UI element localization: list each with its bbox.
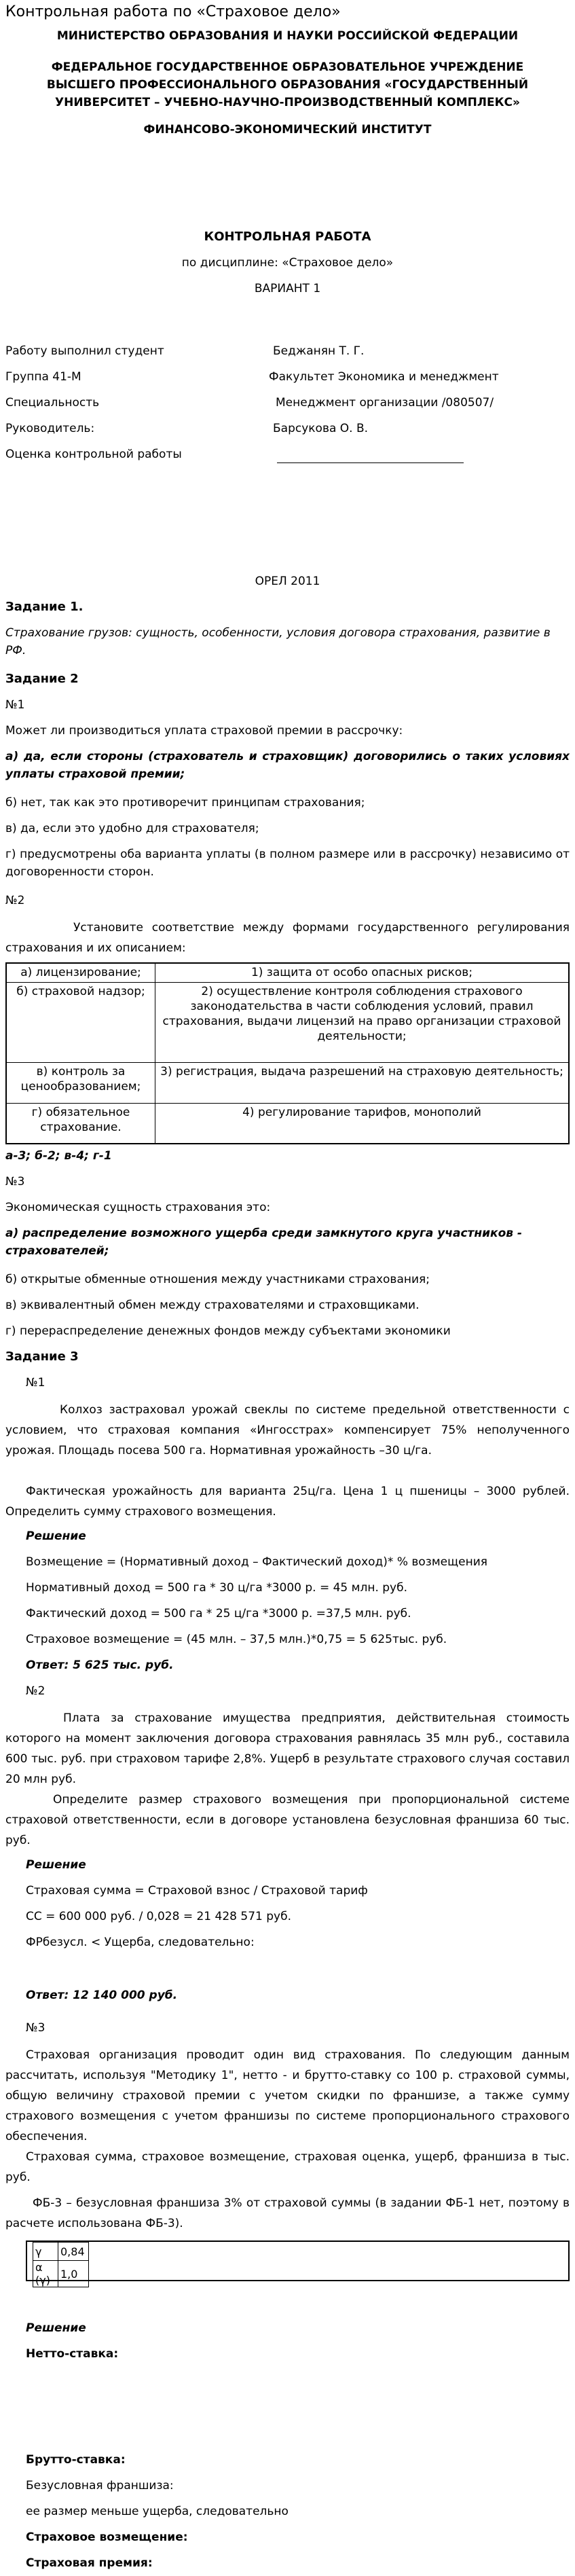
task3-n3: №3 — [26, 2021, 45, 2035]
table-cell: б) страховой надзор; — [6, 982, 155, 1062]
table-cell: α (γ) — [33, 2261, 58, 2287]
info-label-group: Группа 41-М — [5, 370, 81, 384]
task2-q3: Экономическая сущность страхования это: — [5, 1201, 271, 1214]
task1-text: Страхование грузов: сущность, особенности, условия договора страхования, развитие в РФ. — [5, 626, 551, 657]
task3-problem3-units: Страховая сумма, страховое возмещение, страховая оценка, ущерб, франшиза в тыс. руб. — [5, 2150, 570, 2184]
task3-problem3-franchise: ФБ-3 – безусловная франшиза 3% от страховой суммы (в задании ФБ-1 нет, поэтому в расчете использована ФБ-3). — [5, 2196, 570, 2230]
task2-q3-option-c: в) эквивалентный обмен между страхователями и страховщиками. — [5, 1299, 420, 1312]
info-label-specialty: Специальность — [5, 396, 100, 410]
task2-q3-option-d: г) перераспределение денежных фондов между субъектами экономики — [5, 1324, 451, 1338]
table-row — [6, 982, 569, 1062]
task3-solution2-step2: СС = 600 000 руб. / 0,028 = 21 428 571 руб. — [26, 1910, 291, 1923]
table-cell: а) лицензирование; — [6, 963, 155, 982]
info-value-faculty: Факультет Экономика и менеджмент — [269, 370, 499, 384]
table-row — [6, 963, 569, 982]
task3-problem2-cont: Определите размер страхового возмещения при пропорциональной системе страховой ответственности, если в договоре установлена безусловная франшиза 60 тыс. руб. — [5, 1793, 570, 1847]
task2-heading: Задание 2 — [5, 672, 79, 686]
task2-n2: №2 — [5, 894, 25, 907]
task2-q1-answer-a: а) да, если стороны (страхователь и страховщик) договорились о таких условиях уплаты страховой премии; — [5, 750, 570, 781]
table-cell: 4) регулирование тарифов, монополий — [155, 1103, 570, 1144]
gamma-table-frame — [26, 2241, 570, 2287]
city-year: ОРЕЛ 2011 — [255, 575, 320, 588]
institute-header: ФИНАНСОВО-ЭКОНОМИЧЕСКИЙ ИНСТИТУТ — [143, 123, 432, 137]
brutto-rate-label: Брутто-ставка: — [26, 2453, 126, 2467]
task3-solution1-step1: Возмещение = (Нормативный доход – Фактический доход)* % возмещения — [26, 1555, 487, 1569]
variant: ВАРИАНТ 1 — [254, 282, 321, 295]
task3-solution2-label: Решение — [26, 1858, 86, 1872]
info-label-grade: Оценка контрольной работы — [5, 448, 182, 461]
task3-answer2: Ответ: 12 140 000 руб. — [26, 1989, 178, 2002]
task3-problem3: Страховая организация проводит один вид страхования. По следующим данным рассчитать, используя "Методику 1", нетто - и брутто-ставку со 100 р. страховой суммы, общую величину страховой премии с учетом скидки по франшизе, а также сумму страхового возмещения с учетом франшизы по системе пропорционального страхового обеспечения. — [5, 2048, 570, 2143]
table-row — [6, 1062, 569, 1103]
info-value-student: Беджанян Т. Г. — [273, 344, 365, 358]
premium-label: Страховая премия: — [26, 2556, 153, 2570]
table-row — [33, 2243, 89, 2261]
task1-heading: Задание 1. — [5, 600, 84, 614]
task3-n1: №1 — [26, 1376, 45, 1390]
regulation-table — [5, 962, 570, 1144]
table-cell: γ — [33, 2243, 58, 2261]
table-row — [6, 1103, 569, 1144]
grade-underline — [277, 462, 464, 463]
table-cell: 2) осуществление контроля соблюдения страхового законодательства в части соблюдения условий, правил страхования, выдачи лицензий на право организации страховой деятельности; — [155, 982, 570, 1062]
task3-answer1: Ответ: 5 625 тыс. руб. — [26, 1658, 174, 1672]
discipline: по дисциплине: «Страховое дело» — [181, 256, 394, 270]
task3-solution2-step1: Страховая сумма = Страховой взнос / Страховой тариф — [26, 1884, 368, 1898]
task3-problem2: Плата за страхование имущества предприятия, действительная стоимость которого на момент заключения договора страхования равнялась 35 млн руб., составила 600 тыс. руб. при страховом тарифе 2,8%. Ущерб в результате страхового случая составил 20 млн руб. — [5, 1711, 570, 1786]
gamma-table — [33, 2242, 89, 2287]
info-label-supervisor: Руководитель: — [5, 422, 95, 435]
task2-q1-option-c: в) да, если это удобно для страхователя; — [5, 822, 259, 835]
netto-rate-label: Нетто-ставка: — [26, 2347, 119, 2361]
table-cell: 1,0 — [58, 2261, 89, 2287]
task3-n2: №2 — [26, 1684, 45, 1698]
info-label-student: Работу выполнил студент — [5, 344, 164, 358]
document-title: Контрольная работа по «Страховое дело» — [5, 3, 341, 20]
task3-solution1-step3: Фактический доход = 500 га * 25 ц/га *3000 р. =37,5 млн. руб. — [26, 1607, 411, 1620]
franchise-text: ее размер меньше ущерба, следовательно — [26, 2505, 289, 2518]
task3-solution1-step2: Нормативный доход = 500 га * 30 ц/га *3000 р. = 45 млн. руб. — [26, 1581, 407, 1595]
task3-solution2-step3: ФРбезусл. < Ущерба, следовательно: — [26, 1936, 255, 1949]
indemnity-label: Страховое возмещение: — [26, 2530, 188, 2544]
table-row — [33, 2261, 89, 2287]
table-cell: 3) регистрация, выдача разрешений на страховую деятельность; — [155, 1062, 570, 1103]
task2-q1-option-b: б) нет, так как это противоречит принципам страхования; — [5, 796, 365, 810]
task3-problem1-cont: Фактическая урожайность для варианта 25ц/га. Цена 1 ц пшеницы – 3000 рублей. Определить сумму страхового возмещения. — [5, 1485, 570, 1519]
task2-q1: Может ли производиться уплата страховой премии в рассрочку: — [5, 724, 403, 738]
info-value-specialty: Менеджмент организации /080507/ — [276, 396, 494, 410]
table-cell: г) обязательное страхование. — [6, 1103, 155, 1144]
task3-solution3-label: Решение — [26, 2321, 86, 2335]
task3-solution1-label: Решение — [26, 1529, 86, 1543]
task3-heading: Задание 3 — [5, 1349, 79, 1364]
task2-q2-answer: а-3; б-2; в-4; г-1 — [5, 1149, 112, 1163]
table-cell: 0,84 — [58, 2243, 89, 2261]
agency-header: ФЕДЕРАЛЬНОЕ ГОСУДАРСТВЕННОЕ ОБРАЗОВАТЕЛЬНОЕ УЧРЕЖДЕНИЕ ВЫСШЕГО ПРОФЕССИОНАЛЬНОГО ОБРАЗОВАНИЯ «ГОСУДАРСТВЕННЫЙ УНИВЕРСИТЕТ – УЧЕБНО-НАУЧНО-ПРОИЗВОДСТВЕННЫЙ КОМПЛЕКС» — [46, 60, 529, 109]
franchise-label: Безусловная франшиза: — [26, 2479, 174, 2492]
ministry-header: МИНИСТЕРСТВО ОБРАЗОВАНИЯ И НАУКИ РОССИЙСКОЙ ФЕДЕРАЦИИ — [56, 29, 519, 43]
task2-n3: №3 — [5, 1175, 25, 1189]
table-cell: в) контроль за ценообразованием; — [6, 1062, 155, 1103]
task2-n1: №1 — [5, 698, 25, 712]
table-cell: 1) защита от особо опасных рисков; — [155, 963, 570, 982]
task2-q2: Установите соответствие между формами государственного регулирования страхования и их описанием: — [5, 921, 570, 955]
task3-problem1: Колхоз застраховал урожай свеклы по системе предельной ответственности с условием, что страховая компания «Ингосстрах» компенсирует 75% неполученного урожая. Площадь посева 500 га. Нормативная урожайность –30 ц/га. — [5, 1403, 570, 1457]
task3-solution1-step4: Страховое возмещение = (45 млн. – 37,5 млн.)*0,75 = 5 625тыс. руб. — [26, 1633, 447, 1646]
task2-q3-option-b: б) открытые обменные отношения между участниками страхования; — [5, 1273, 430, 1286]
task2-q3-answer-a: а) распределение возможного ущерба среди замкнутого круга участников - страхователей; — [5, 1227, 522, 1258]
work-title: КОНТРОЛЬНАЯ РАБОТА — [204, 230, 371, 244]
task2-q1-option-d: г) предусмотрены оба варианта уплаты (в полном размере или в рассрочку) независимо от договоренности сторон. — [5, 848, 570, 879]
info-value-supervisor: Барсукова О. В. — [273, 422, 369, 435]
